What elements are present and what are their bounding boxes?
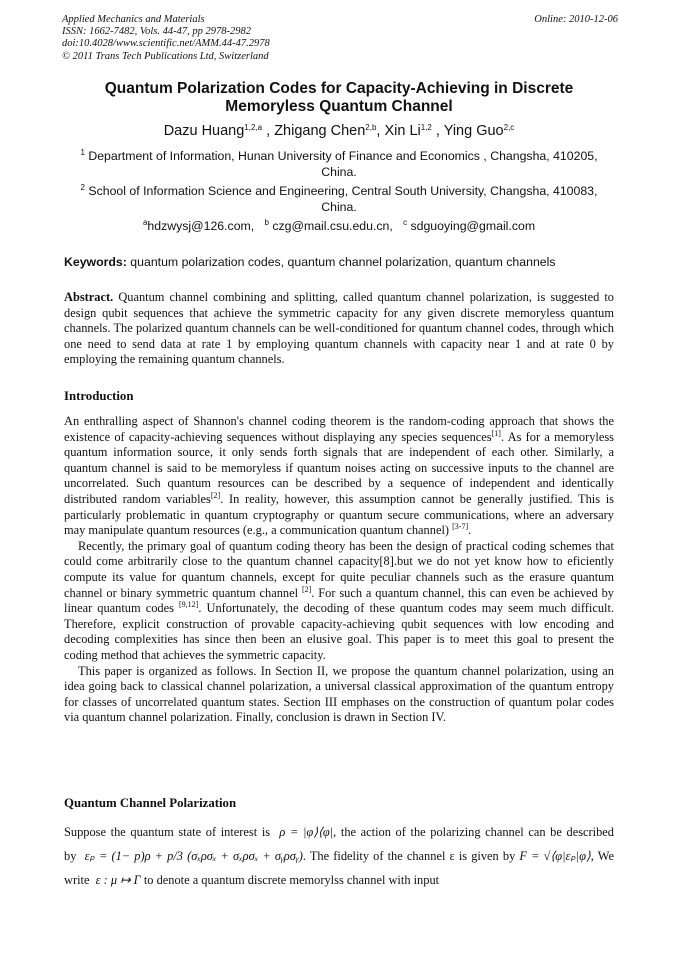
author-list: Dazu Huang$^{1,2,a}$ , Zhigang Chen$^{2,b}$, Xin Li$^{1,2}$ , Ying Guo$^{2,c}$: [163, 123, 515, 139]
title-line-1: Quantum Polarization Codes for Capacity-Achieving in Discrete: [104, 80, 574, 97]
author-name: Xin Li: [384, 123, 421, 139]
polarization-body: [64, 820, 614, 892]
paragraph: Suppose the quantum state of interest is ρ = |φ⟩⟨φ|, the action of the polarizing channel can be described by εₚ = (1− p)ρ + p/3 (σₓρσₓ + σₓρσₓ + σᵧρσᵧ). The fidelity of the channel ε is given by F = √⟨φ|εₚ|φ⟩, We write ε : μ ↦ Γ to denote a quantum discrete memorylss channel with input: [64, 825, 614, 887]
channel-equation: εₚ = (1− p)ρ + p/3 (σₓρσₓ + σₓρσₓ + σᵧρσᵧ): [84, 849, 303, 863]
email-link[interactable]: czg@mail.csu.edu.cn,: [272, 219, 393, 233]
affiliation-sup: 2: [80, 183, 85, 192]
keywords-text: quantum polarization codes, quantum channel polarization, quantum channels: [130, 255, 556, 269]
introduction-body: [64, 414, 614, 726]
section-heading-introduction: Introduction: [64, 389, 134, 403]
citation[interactable]: [2]: [210, 490, 221, 500]
issn: ISSN: 1662-7482, Vols. 44-47, pp 2978-2982: [62, 26, 251, 38]
paragraph: An enthralling aspect of Shannon's channel coding theorem is the random-coding approach that shows the existence of capacity-achieving sequences without displaying any species sequences[1]. As for a memoryless quantum information source, it only sends forth signals that are independent of each other. Similarly, a quantum channel is said to be memoryless if quantum noises acting on successive inputs to the channel are uncorrelated. Such quantum resources can be described by a sequence of independent and identically distributed random variables[2]. In reality, however, this assumption cannot be generally justified. This is particularly problematic in quantum cryptography or quantum secure communications, where an adversary may manipulate quantum resources (e.g., a communication quantum channel) [3-7].: [64, 414, 614, 538]
author-name: Zhigang Chen: [274, 123, 366, 139]
paper-title: [62, 80, 616, 116]
journal-name: Applied Mechanics and Materials: [62, 14, 205, 25]
state-equation: ρ = |φ⟩⟨φ|: [279, 825, 334, 839]
author-sup: 2,c: [503, 123, 515, 132]
citation[interactable]: [1]: [491, 428, 501, 438]
author-sup: 1,2: [420, 123, 432, 132]
author-name: Ying Guo: [443, 123, 504, 139]
abstract: [64, 290, 614, 368]
citation[interactable]: [2]: [301, 584, 312, 594]
abstract-label: Abstract.: [64, 290, 114, 304]
paragraph: This paper is organized as follows. In Section II, we propose the quantum channel polarization, using an idea going back to classical channel polarization, a universal classical approximation of the quantum entropy for classes of uncorrelated quantum states. Section III emphases on the construction of quantum polar codes via quantum channel polarization. Finally, conclusion is drawn in Section IV.: [64, 663, 614, 725]
section-heading-polarization: Quantum Channel Polarization: [64, 796, 237, 810]
author-sup: 1,2,a: [244, 123, 263, 132]
title-line-2: Memoryless Quantum Channel: [225, 98, 453, 115]
email-list: $^a$hdzwysj@126.com, $^b$ czg@mail.csu.edu.cn, $^c$ sdguoying@gmail.com: [142, 218, 536, 233]
fidelity-equation: F = √⟨φ|εₚ|φ⟩: [519, 849, 591, 863]
abstract-text: Quantum channel combining and splitting, called quantum channel polarization, is suggested to design qubit sequences that achieve the symmetric capacity for any given discrete memoryless quantum channels. The polarized quantum channels can be well-conditioned for quantum channel codes, through which one need to send data at rate 1 by employing quantum channels with capacity near 1 and at rate 0 by employing the remaining quantum channels.: [64, 290, 614, 367]
online-date: Online: 2010-12-06: [534, 14, 618, 25]
paragraph: Recently, the primary goal of quantum coding theory has been the design of practical coding schemes that could come arbitrarily close to the quantum channel capacity[8].but we do not yet know how to eficiently compute its value for quantum channels, except for quite peculiar channels such as the erasure quantum channel or binary symmetric quantum channel [2]. For such a quantum channel, this can even be achieved by linear quantum codes [9,12]. Unfortunately, the decoding of these quantum codes may seem much difficult. Therefore, explicit construction of provable capacity-achieving qubit sequences with low encoding and decoding complexities has since then been an elusive goal. This paper is to meet this goal to present the coding method that achieves the symmetric capacity.: [64, 538, 615, 662]
email-link[interactable]: hdzwysj@126.com,: [147, 219, 255, 233]
channel-map: ε : μ ↦ Γ: [95, 873, 141, 887]
author-name: Dazu Huang: [163, 123, 245, 139]
copyright: © 2011 Trans Tech Publications Ltd, Switzerland: [62, 50, 269, 62]
keywords: [64, 255, 618, 270]
affiliation-2: $^2$ School of Information Science and Engineering, Central South University, Changsha, 410083, China.: [80, 183, 598, 214]
citation[interactable]: [3-7]: [452, 522, 469, 532]
affiliation-1: $^1$ Department of Information, Hunan University of Finance and Economics , Changsha, 410205, China.: [80, 148, 598, 179]
journal-header: [62, 14, 618, 63]
affiliation-sup: 1: [80, 148, 85, 157]
keywords-label: Keywords:: [64, 255, 127, 269]
author-sup: 2,b: [365, 123, 377, 132]
doi: doi:10.4028/www.scientific.net/AMM.44-47.2978: [62, 38, 270, 50]
email-link[interactable]: sdguoying@gmail.com: [410, 219, 536, 233]
citation[interactable]: [9,12]: [179, 600, 199, 610]
